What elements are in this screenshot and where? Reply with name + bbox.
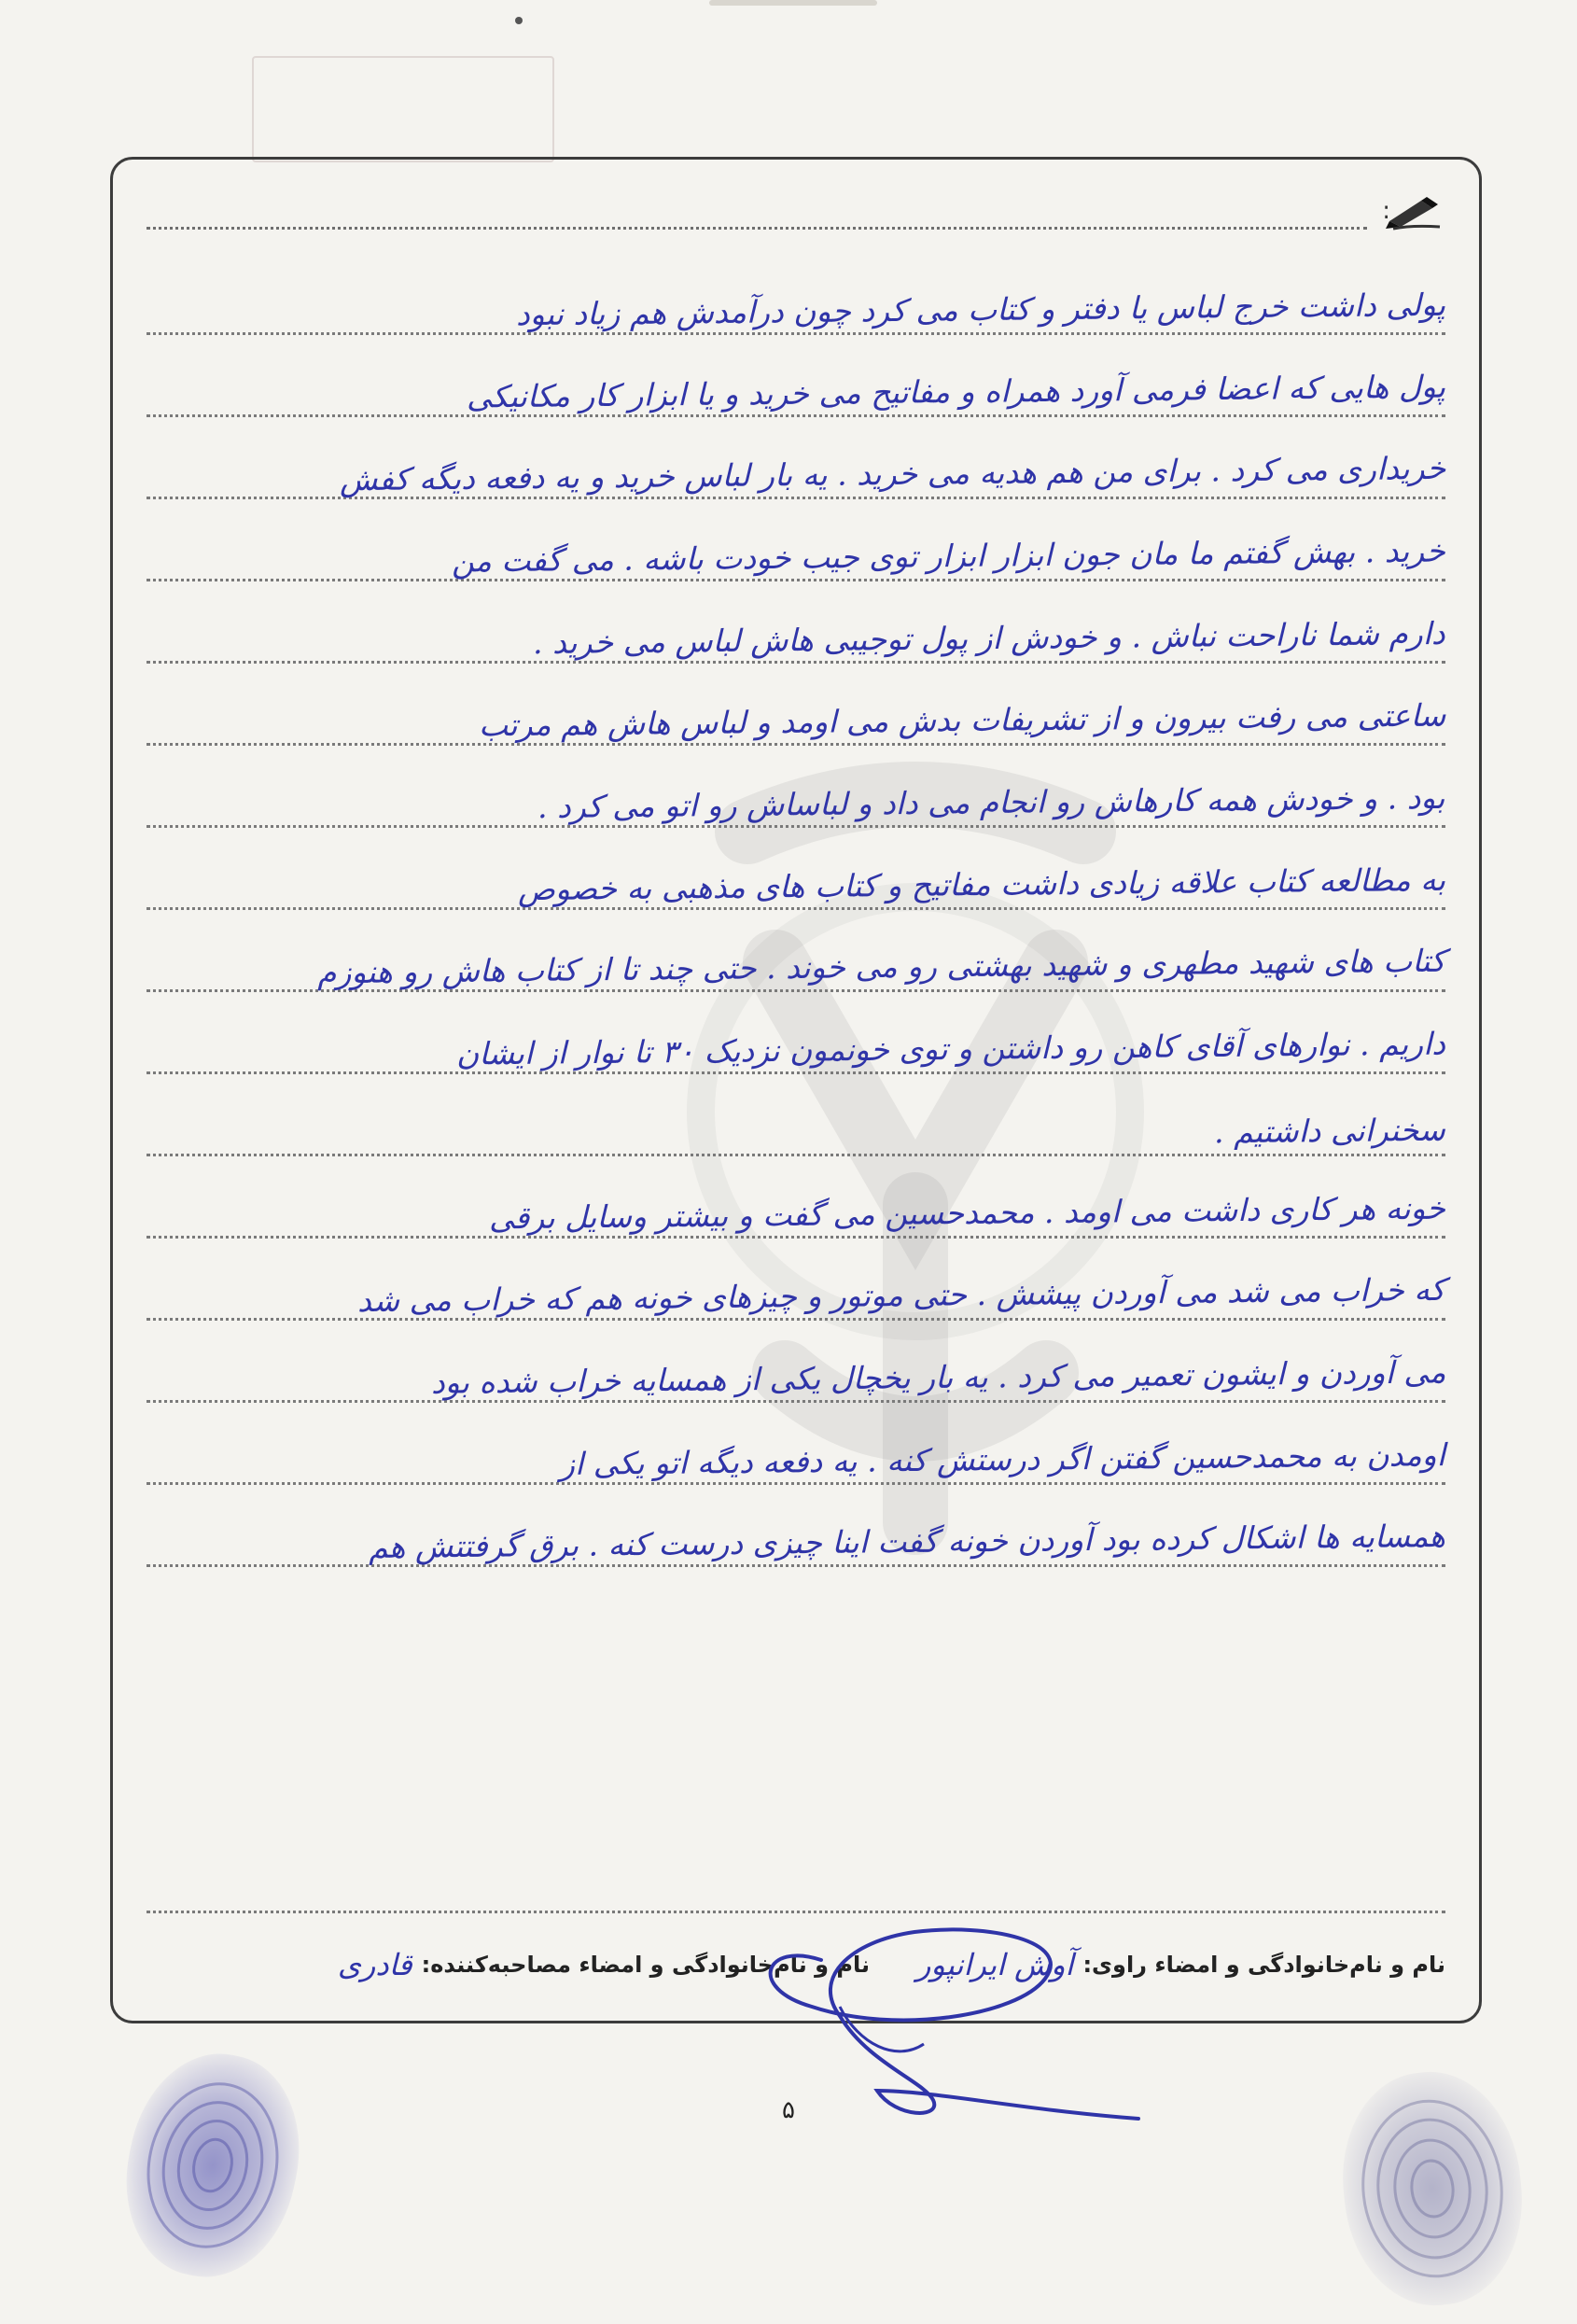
handwritten-signature: [709, 1904, 1157, 2128]
handwritten-line: دارم شما ناراحت نباش . و خودش از پول توجیبی هاش لباس می خرید .: [533, 614, 1446, 661]
text-line: [147, 1485, 1445, 1567]
handwritten-line: می آوردن و ایشون تعمیر می کرد . یه بار یخچال یکی از همسایه خراب شده بود: [430, 1353, 1446, 1401]
fingerprint-left: [107, 2038, 318, 2292]
pen-icon: [1384, 193, 1444, 231]
bleed-through-stamp: [252, 56, 554, 162]
handwritten-line: همسایه ها اشکال کرده بود آوردن خونه گفت اینا چیزی درست کنه . برق گرفتتش هم: [368, 1517, 1446, 1565]
handwritten-line: سخنرانی داشتیم .: [1213, 1111, 1446, 1150]
page-dot: [515, 17, 523, 24]
handwritten-line: که خراب می شد می آوردن پیشش . حتی موتور و چیزهای خونه هم که خراب می شد: [357, 1270, 1446, 1319]
handwritten-line: اومدن به محمدحسین گفتن اگر درستش کنه . یه دفعه دیگه اتو یکی از: [560, 1435, 1446, 1482]
fingerprint-right: [1332, 2064, 1532, 2314]
narrator-label: نام و نام‌خانوادگی و امضاء راوی:: [1082, 1952, 1445, 1978]
handwritten-line: کتاب های شهید مطهری و شهید بهشتی رو می خوند . حتی چند تا از کتاب هاش رو هنوزم: [316, 942, 1446, 991]
text-line: [147, 1156, 1445, 1239]
text-line: [147, 1321, 1445, 1403]
handwritten-line: بود . و خودش همه کارهاش رو انجام می داد و لباساش رو اتو می کرد .: [537, 778, 1446, 825]
text-line: [147, 992, 1445, 1074]
handwritten-text-lines: [147, 253, 1445, 1567]
top-smudge: [709, 0, 877, 6]
interviewer-name: قادری: [337, 1947, 412, 1982]
handwritten-line: خونه هر کاری داشت می اومد . محمدحسین می گفت و بیشتر وسایل برقی: [488, 1189, 1446, 1237]
text-line: [147, 1403, 1445, 1485]
page-frame: [110, 157, 1482, 2023]
header-row: [113, 160, 1479, 253]
text-line: [147, 910, 1445, 992]
text-line: [147, 581, 1445, 664]
handwritten-line: داریم . نوارهای آقای کاهن رو داشتن و توی خونمون نزدیک ۳۰ تا نوار از ایشان: [455, 1025, 1446, 1072]
text-line: [147, 664, 1445, 746]
narrator-name: آوش ایرانپور: [915, 1947, 1074, 1982]
handwritten-line: پولی داشت خرج لباس یا دفتر و کتاب می کرد چون درآمدش هم زیاد نبود: [515, 286, 1446, 332]
handwritten-line: به مطالعه کتاب علاقه زیادی داشت مفاتیح و کتاب های مذهبی به خصوص: [517, 861, 1446, 907]
text-line: [147, 1074, 1445, 1156]
page-number: ۵: [782, 2096, 795, 2124]
text-line: [147, 417, 1445, 499]
header-colon: :: [1382, 197, 1390, 225]
text-line: [147, 499, 1445, 581]
text-line: [147, 746, 1445, 828]
handwritten-line: خرید . بهش گفتم ما مان جون ابزار ابزار توی جیب خودت باشه . می گفت من: [451, 532, 1446, 580]
interviewer-label: نام و نام‌خانوادگی و امضاء مصاحبه‌کننده:: [421, 1952, 870, 1978]
text-line: [147, 828, 1445, 910]
text-line: [147, 335, 1445, 417]
handwritten-line: خریداری می کرد . برای من هم هدیه می خرید . یه بار لباس خرید و یه دفعه دیگه کفش: [339, 449, 1446, 497]
handwritten-line: پول هایی که اعضا فرمی آورد همراه و مفاتیح می خرید و یا ابزار کار مکانیکی: [466, 368, 1446, 415]
text-line: [147, 253, 1445, 335]
header-dotted-line: [147, 227, 1367, 230]
text-line: [147, 1239, 1445, 1321]
handwritten-line: ساعتی می رفت بیرون و از تشریفات بدش می اومد و لباس هاش هم مرتب: [478, 696, 1446, 744]
